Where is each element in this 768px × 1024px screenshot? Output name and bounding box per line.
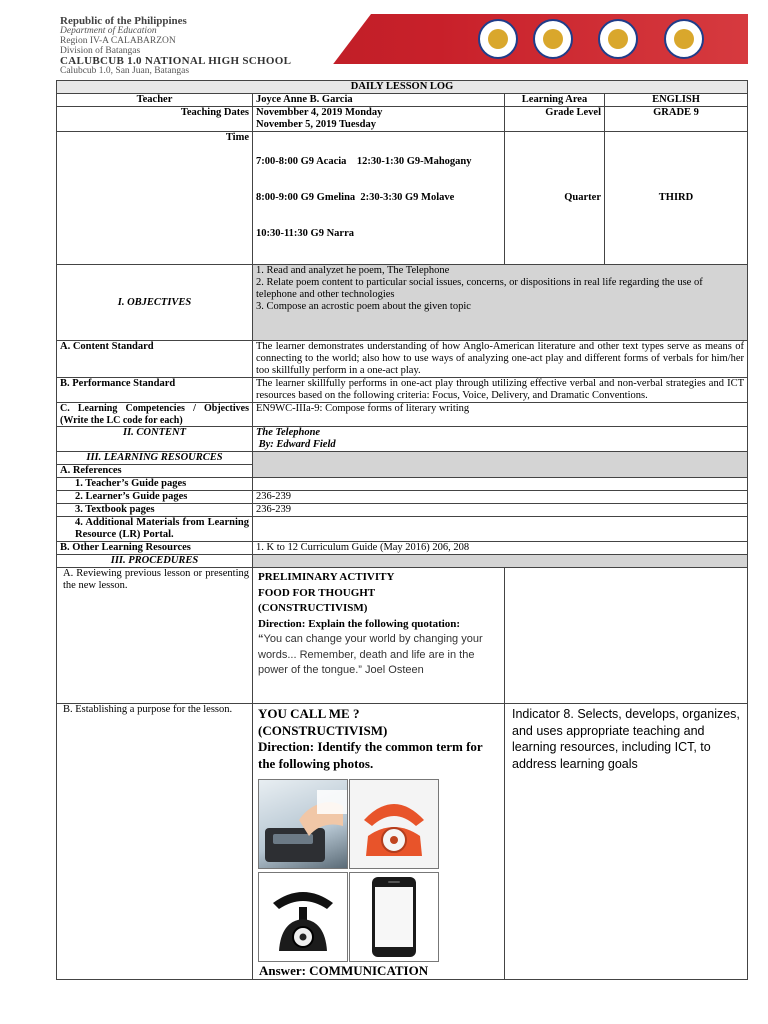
procedure-b-indicator: Indicator 8. Selects, develops, organizes, and uses appropriate teaching and learning resources, including ICT, to address learning goals [505, 704, 748, 980]
procedure-a-heading-2: FOOD FOR THOUGHT [258, 586, 376, 599]
time-label: Time [57, 132, 253, 265]
textbook-pages-label: 3. Textbook pages [57, 504, 253, 517]
learning-resources-label: III. LEARNING RESOURCES [57, 452, 253, 465]
content-value [253, 427, 748, 452]
time-slot-3: 10:30-11:30 G9 Narra [256, 228, 354, 239]
teaching-dates [253, 107, 505, 132]
header-division: Division of Batangas [60, 46, 141, 56]
learning-area-label: Learning Area [505, 94, 605, 107]
school-seal-logo [664, 19, 704, 59]
quarter-label: Quarter [505, 132, 605, 265]
additional-materials [253, 517, 748, 542]
photo-hand-on-phone [258, 779, 348, 869]
header-region: Region IV-A CALABARZON [60, 36, 176, 46]
division-seal-logo [598, 19, 638, 59]
procedure-a-label: A. Reviewing previous lesson or presenting the new lesson. [57, 568, 253, 704]
orange-handset [364, 804, 424, 826]
other-resources: 1. K to 12 Curriculum Guide (May 2016) 206, 208 [253, 542, 748, 555]
teacher-label: Teacher [57, 94, 253, 107]
procedure-b-heading-2: (CONSTRUCTIVISM) [258, 722, 388, 738]
references-label: A. References [57, 465, 253, 478]
teaching-date-1: Novembber 4, 2019 Monday [256, 107, 383, 118]
quote-text: You can change your world by changing your words... Remember, death and life are in the power of the tongue.” [258, 633, 483, 676]
procedure-a-quote [258, 632, 499, 679]
school-header-text [60, 16, 291, 76]
learning-resources-cell [253, 452, 748, 478]
grade-level-value: GRADE 9 [605, 107, 748, 132]
quarter-value: THIRD [605, 132, 748, 265]
performance-standard-label: B. Performance Standard [57, 378, 253, 403]
time-slot-1: 7:00-8:00 G9 Acacia 12:30-1:30 G9-Mahogany [256, 156, 472, 167]
header-republic: Republic of the Philippines [60, 15, 187, 27]
content-standard-text: The learner demonstrates understanding of how Anglo-American literature and other text types serve as means of connecting to the world; also how to use ways of analyzing one-act play and different forms of verbals for him/her too skillfully perform in a one-act play. [253, 341, 748, 378]
photo-black-rotary-phone [258, 872, 348, 962]
teachers-guide-label: 1. Teacher’s Guide pages [57, 478, 253, 491]
daily-lesson-log-table [56, 80, 748, 980]
content-label: II. CONTENT [57, 427, 253, 452]
time-schedule [253, 132, 505, 265]
content-title: The Telephone [256, 427, 321, 438]
deped-seal-logo [533, 19, 573, 59]
hand-phone-illustration [259, 780, 347, 868]
quote-author: Joel Osteen [361, 664, 424, 676]
region-seal-logo [478, 19, 518, 59]
black-phone-neck [299, 907, 307, 921]
dial-center [390, 836, 398, 844]
other-resources-label: B. Other Learning Resources [57, 542, 253, 555]
header-department: Department of Education [60, 26, 157, 36]
teaching-dates-label: Teaching Dates [57, 107, 253, 132]
procedure-b-direction: Direction: Identify the common term for the following photos. [258, 739, 483, 771]
log-title: DAILY LESSON LOG [57, 81, 748, 94]
desk-phone-body [265, 828, 325, 862]
objective-2: 2. Relate poem content to particular social issues, concerns, or dispositions in real life regarding the use of telephone and other technologies [256, 277, 703, 300]
procedure-a-heading-1: PRELIMINARY ACTIVITY [258, 571, 395, 583]
teaching-date-2: November 5, 2019 Tuesday [256, 119, 376, 130]
learning-area-value: ENGLISH [605, 94, 748, 107]
school-header-banner [56, 14, 748, 76]
orange-phone-illustration [350, 780, 438, 868]
header-school: CALUBCUB 1.0 NATIONAL HIGH SCHOOL [60, 55, 292, 67]
procedure-a-heading-3: (CONSTRUCTIVISM) [258, 602, 368, 614]
shirt-cuff [317, 790, 347, 814]
black-handset [273, 892, 333, 909]
procedure-b-heading-1: YOU CALL ME ? [258, 706, 360, 721]
procedure-a-heading [258, 570, 499, 632]
competencies-text: EN9WC-IIIa-9: Compose forms of literary writing [253, 403, 748, 427]
time-slot-2: 8:00-9:00 G9 Gmelina 2:30-3:30 G9 Molave [256, 192, 455, 203]
procedure-b-answer: Answer: COMMUNICATION [259, 963, 429, 978]
textbook-pages: 236-239 [253, 504, 748, 517]
black-phone-illustration [259, 873, 347, 961]
procedure-a-notes [505, 568, 748, 704]
objective-3: 3. Compose an acrostic poem about the given topic [256, 301, 471, 312]
objectives-label: I. OBJECTIVES [57, 265, 253, 341]
smartphone-illustration [350, 873, 438, 961]
procedure-b-label: B. Establishing a purpose for the lesson. [57, 704, 253, 980]
procedures-header-cell [253, 555, 748, 568]
performance-standard-text: The learner skillfully performs in one-act play through utilizing effective verbal and non-verbal strategies and ICT resources based on the following criteria: Focus, Voice, Delivery, and Dramatic Conventions. [253, 378, 748, 403]
procedure-a-content [253, 568, 505, 704]
additional-materials-label: 4. Additional Materials from Learning Resource (LR) Portal. [57, 517, 253, 542]
quote-open-mark: “ [258, 633, 264, 645]
content-author: By: Edward Field [256, 439, 336, 450]
procedure-b-heading [258, 706, 499, 772]
competencies-label: C. Learning Competencies / Objectives (Write the LC code for each) [57, 403, 253, 427]
teachers-guide-pages [253, 478, 748, 491]
black-dial-center [300, 934, 307, 941]
header-address: Calubcub 1.0, San Juan, Batangas [60, 66, 190, 76]
procedure-b-content [253, 704, 505, 980]
learners-guide-label: 2. Learner’s Guide pages [57, 491, 253, 504]
smartphone-screen [375, 887, 413, 947]
objectives-list [253, 265, 748, 341]
learners-guide-pages: 236-239 [253, 491, 748, 504]
procedure-a-direction: Direction: Explain the following quotation: [258, 617, 461, 630]
content-standard-label: A. Content Standard [57, 341, 253, 378]
photo-smartphone [349, 872, 439, 962]
photo-orange-rotary-phone [349, 779, 439, 869]
teacher-name: Joyce Anne B. Garcia [253, 94, 505, 107]
grade-level-label: Grade Level [505, 107, 605, 132]
objective-1: 1. Read and analyzet he poem, The Telephone [256, 265, 450, 276]
desk-phone-screen [273, 834, 313, 844]
smartphone-speaker [388, 881, 400, 883]
procedures-label: III. PROCEDURES [57, 555, 253, 568]
photo-grid [258, 779, 448, 965]
